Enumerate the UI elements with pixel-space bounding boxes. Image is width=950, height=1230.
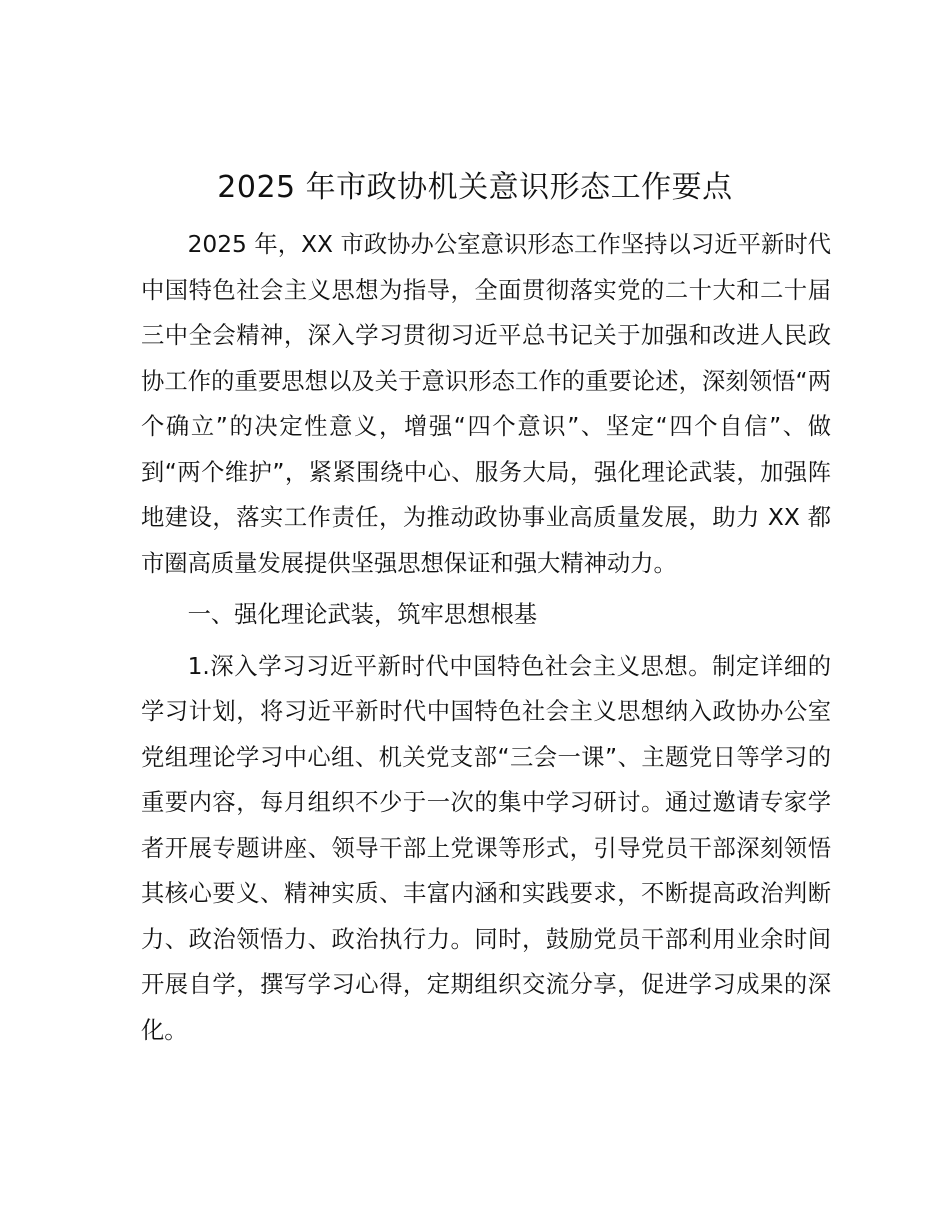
section-heading-1: 一、强化理论武装，筑牢思想根基 [187,601,538,628]
document-body [141,222,831,1053]
section-1-item-1: 1.深入学习习近平新时代中国特色社会主义思想。制定详细的学习计划，将习近平新时代中国特色社会主义思想纳入政协办公室党组理论学习中心组、机关党支部“三会一课”、主题党日等学习的重要内容，每月组织不少于一次的集中学习研讨。通过邀请专家学者开展专题讲座、领导干部上党课等形式，引导党员干部深刻领悟其核心要义、精神实质、丰富内涵和实践要求，不断提高政治判断力、政治领悟力、政治执行力。同时，鼓励党员干部利用业余时间开展自学，撰写学习心得，定期组织交流分享，促进学习成果的深化。 [141,652,831,1044]
intro-paragraph: 2025 年，XX 市政协办公室意识形态工作坚持以习近平新时代中国特色社会主义思想为指导，全面贯彻落实党的二十大和二十届三中全会精神，深入学习贯彻习近平总书记关于加强和改进人民政协工作的重要思想以及关于意识形态工作的重要论述，深刻领悟“两个确立”的决定性意义，增强“四个意识”、坚定“四个自信”、做到“两个维护”，紧紧围绕中心、服务大局，强化理论武装，加强阵地建设，落实工作责任，为推动政协事业高质量发展，助力 XX 都市圈高质量发展提供坚强思想保证和强大精神动力。 [141,231,831,577]
document-title: 2025 年市政协机关意识形态工作要点 [217,170,733,205]
